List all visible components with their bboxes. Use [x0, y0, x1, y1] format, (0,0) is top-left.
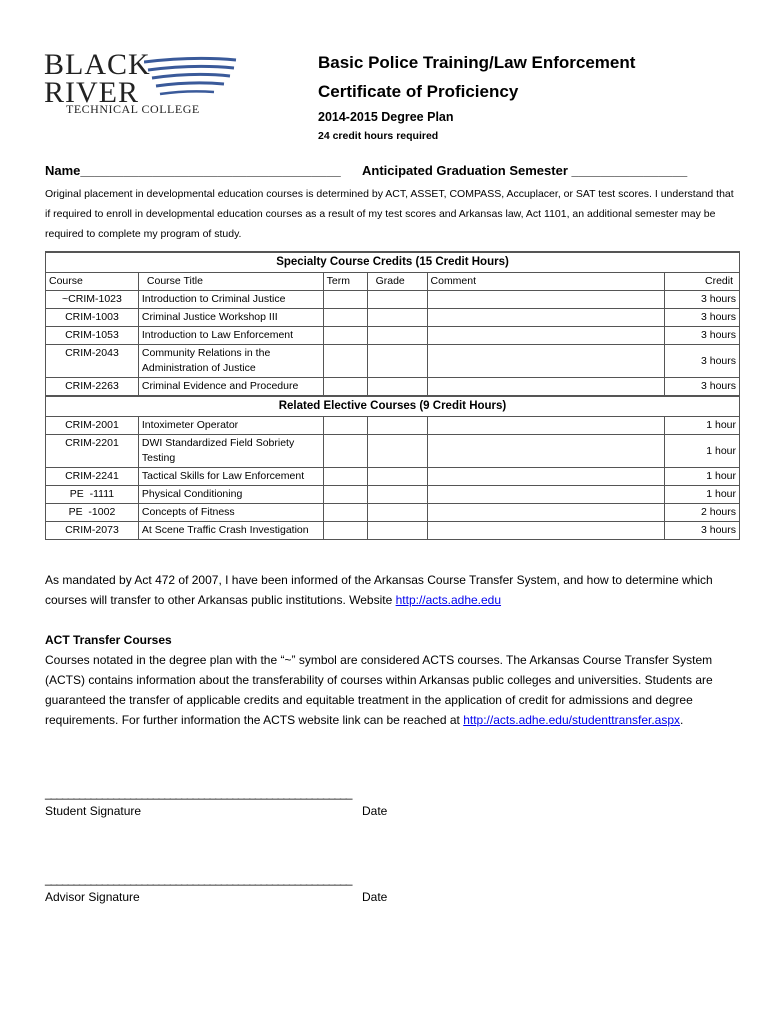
grade-cell[interactable]	[367, 291, 427, 309]
logo-text-college: TECHNICAL COLLEGE	[66, 102, 200, 116]
table-row	[46, 435, 740, 468]
document-header	[318, 48, 748, 142]
degree-plan-year: 2014-2015 Degree Plan	[318, 110, 454, 124]
acts-website-link[interactable]: http://acts.adhe.edu	[395, 593, 502, 607]
grade-cell[interactable]	[367, 468, 427, 486]
table-row	[46, 522, 740, 540]
advisor-signature-line[interactable]: ______________________________________________________	[45, 872, 352, 886]
course-credit: 3 hours	[665, 309, 740, 327]
comment-cell[interactable]	[427, 378, 665, 397]
course-credit: 3 hours	[665, 291, 740, 309]
course-code: CRIM-1003	[46, 309, 139, 327]
col-credit: Credit	[665, 273, 740, 291]
course-credit: 3 hours	[665, 327, 740, 345]
term-cell[interactable]	[323, 291, 367, 309]
certificate-title: Certificate of Proficiency	[318, 82, 519, 101]
table-row	[46, 327, 740, 345]
logo-text-black: BLACK	[44, 48, 151, 81]
course-credit: 3 hours	[665, 345, 740, 378]
term-cell[interactable]	[323, 468, 367, 486]
grade-cell[interactable]	[367, 435, 427, 468]
logo-swoosh-icon	[144, 54, 239, 98]
course-credit: 3 hours	[665, 378, 740, 397]
term-cell[interactable]	[323, 417, 367, 435]
course-title: DWI Standardized Field Sobriety Testing	[138, 435, 323, 468]
course-title: Criminal Justice Workshop III	[138, 309, 323, 327]
advisor-signature-label: Advisor Signature	[45, 890, 140, 904]
course-code: CRIM-2241	[46, 468, 139, 486]
course-title: Criminal Evidence and Procedure	[138, 378, 323, 397]
course-code: PE -1111	[46, 486, 139, 504]
table-row	[46, 291, 740, 309]
course-title: Introduction to Law Enforcement	[138, 327, 323, 345]
grade-cell[interactable]	[367, 504, 427, 522]
table-row	[46, 486, 740, 504]
col-comment: Comment	[427, 273, 665, 291]
term-cell[interactable]	[323, 486, 367, 504]
comment-cell[interactable]	[427, 309, 665, 327]
student-date-label: Date	[362, 804, 388, 818]
graduation-semester-field[interactable]: Anticipated Graduation Semester ________________	[362, 163, 688, 178]
act-472-statement	[45, 570, 735, 610]
name-line	[45, 163, 688, 178]
col-term: Term	[323, 273, 367, 291]
course-credit: 1 hour	[665, 468, 740, 486]
comment-cell[interactable]	[427, 522, 665, 540]
grade-cell[interactable]	[367, 417, 427, 435]
credit-hours-required: 24 credit hours required	[318, 130, 439, 142]
elective-section-heading: Related Elective Courses (9 Credit Hours)	[46, 396, 740, 417]
course-credit: 1 hour	[665, 417, 740, 435]
grade-cell[interactable]	[367, 486, 427, 504]
term-cell[interactable]	[323, 504, 367, 522]
comment-cell[interactable]	[427, 504, 665, 522]
course-title: Introduction to Criminal Justice	[138, 291, 323, 309]
course-code: CRIM-2043	[46, 345, 139, 378]
course-title: Community Relations in the Administration of Justice	[138, 345, 323, 378]
table-row	[46, 468, 740, 486]
act-472-text: As mandated by Act 472 of 2007, I have been informed of the Arkansas Course Transfer System, and how to determine which courses will transfer to other Arkansas public institutions. Website	[45, 573, 713, 607]
advisor-date-label: Date	[362, 890, 388, 904]
col-course-title: Course Title	[138, 273, 323, 291]
course-title: At Scene Traffic Crash Investigation	[138, 522, 323, 540]
acts-transfer-link[interactable]: http://acts.adhe.edu/studenttransfer.aspx	[463, 713, 681, 727]
term-cell[interactable]	[323, 309, 367, 327]
acts-text: Courses notated in the degree plan with the “~” symbol are considered ACTS courses. The Arkansas Course Transfer System (ACTS) contains information about the transferability of courses within Arkansas public colleges and universities. Students are guaranteed the transfer of applicable credits and equitable treatment in the application of credit for admissions and degree requirements. For further information the ACTS website link can be reached at	[45, 653, 713, 727]
placement-statement: Original placement in developmental education courses is determined by ACT, ASSET, COMPASS, Accuplacer, or SAT test scores. I understand that if required to enroll in developmental education courses as a result of my test scores and Arkansas law, Act 1101, an additional semester may be required to complete my program of study.	[45, 188, 734, 240]
course-credit: 2 hours	[665, 504, 740, 522]
name-field[interactable]: Name____________________________________	[45, 163, 341, 178]
table-header-row	[46, 273, 740, 291]
grade-cell[interactable]	[367, 327, 427, 345]
acts-paragraph	[45, 650, 735, 730]
course-title: Physical Conditioning	[138, 486, 323, 504]
course-code: PE -1002	[46, 504, 139, 522]
grade-cell[interactable]	[367, 309, 427, 327]
course-code: CRIM-2073	[46, 522, 139, 540]
comment-cell[interactable]	[427, 486, 665, 504]
specialty-section-heading: Specialty Course Credits (15 Credit Hours)	[46, 252, 740, 273]
comment-cell[interactable]	[427, 345, 665, 378]
course-table	[45, 251, 740, 540]
comment-cell[interactable]	[427, 327, 665, 345]
course-credit: 1 hour	[665, 486, 740, 504]
student-signature-label: Student Signature	[45, 804, 142, 818]
table-row	[46, 309, 740, 327]
course-code: CRIM-2263	[46, 378, 139, 397]
course-credit: 3 hours	[665, 522, 740, 540]
term-cell[interactable]	[323, 345, 367, 378]
grade-cell[interactable]	[367, 378, 427, 397]
course-code: CRIM-2201	[46, 435, 139, 468]
comment-cell[interactable]	[427, 468, 665, 486]
course-title: Tactical Skills for Law Enforcement	[138, 468, 323, 486]
course-code: CRIM-1053	[46, 327, 139, 345]
course-code: CRIM-2001	[46, 417, 139, 435]
table-row	[46, 504, 740, 522]
table-row	[46, 378, 740, 397]
comment-cell[interactable]	[427, 435, 665, 468]
course-credit: 1 hour	[665, 435, 740, 468]
table-row	[46, 345, 740, 378]
student-signature-line[interactable]: ______________________________________________________	[45, 786, 352, 800]
col-grade: Grade	[367, 273, 427, 291]
term-cell[interactable]	[323, 378, 367, 397]
acts-heading: ACT Transfer Courses	[45, 633, 172, 647]
acts-tail: .	[680, 713, 684, 727]
comment-cell[interactable]	[427, 417, 665, 435]
term-cell[interactable]	[323, 327, 367, 345]
course-title: Concepts of Fitness	[138, 504, 323, 522]
college-logo	[44, 50, 244, 122]
comment-cell[interactable]	[427, 291, 665, 309]
table-row	[46, 417, 740, 435]
course-title: Intoximeter Operator	[138, 417, 323, 435]
logo-text-river: RIVER	[44, 76, 139, 109]
term-cell[interactable]	[323, 435, 367, 468]
acts-section	[45, 630, 735, 730]
course-code: ~CRIM-1023	[46, 291, 139, 309]
grade-cell[interactable]	[367, 522, 427, 540]
grade-cell[interactable]	[367, 345, 427, 378]
term-cell[interactable]	[323, 522, 367, 540]
program-title: Basic Police Training/Law Enforcement	[318, 53, 636, 72]
col-course: Course	[46, 273, 139, 291]
